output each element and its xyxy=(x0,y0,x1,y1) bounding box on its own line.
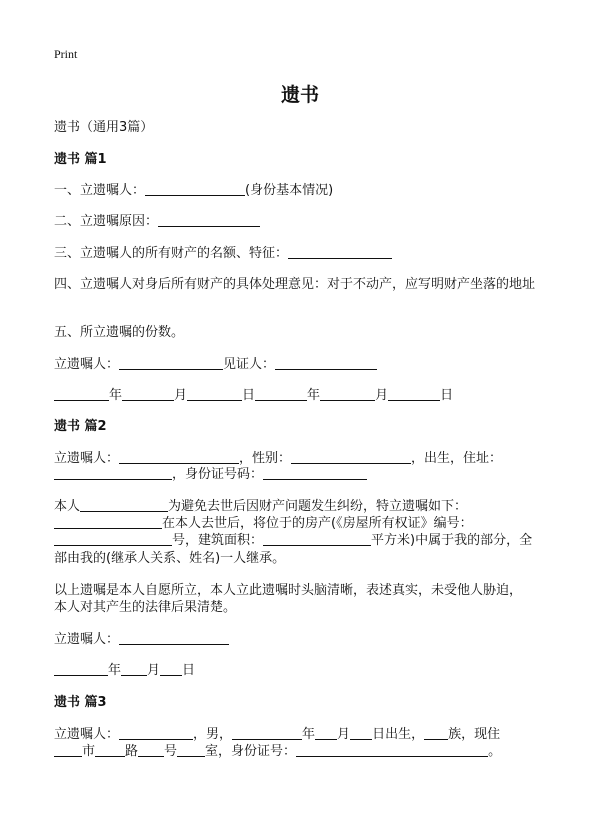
part2-date-line: 年 月 日 xyxy=(54,662,554,680)
part2-line1: 立遗嘱人： ，性别： ，出生，住址： xyxy=(54,451,503,466)
part1-date-line: 年 月 日 年 月 日 xyxy=(54,387,554,405)
part2-para2-line1: 以上遗嘱是本人自愿所立，本人立此遗嘱时头脑清晰，表述真实，未受他人胁迫， xyxy=(54,583,523,598)
part2-para1-line2: 在本人去世后，将位于的房产(《房屋所有权证》编号： xyxy=(54,515,554,533)
part3-line1: 立遗嘱人： ，男， 年 月 日出生， 族，现住 xyxy=(54,727,501,742)
part2-para1-line3: 号，建筑面积： 平方米)中属于我的部分，全 xyxy=(54,532,554,550)
print-label: Print xyxy=(54,47,78,61)
part1-line2: 二、立遗嘱原因： xyxy=(54,213,554,231)
part1-line3: 三、立遗嘱人的所有财产的名额、特征： xyxy=(54,245,554,263)
part2-para1-line4: 部由我的(继承人关系、姓名)一人继承。 xyxy=(54,551,286,566)
part1-line5: 五、所立遗嘱的份数。 xyxy=(54,325,185,340)
part1-line1: 一、立遗嘱人： (身份基本情况) xyxy=(54,183,334,198)
section-heading-1: 遗书 篇1 xyxy=(54,152,107,167)
part2-signature-line: 立遗嘱人： xyxy=(54,631,554,649)
subtitle: 遗书（通用3篇） xyxy=(54,120,154,135)
section-heading-3: 遗书 篇3 xyxy=(54,695,107,710)
part1-signature-line: 立遗嘱人： 见证人： xyxy=(54,356,554,374)
part2-para1-line1: 本人 为避免去世后因财产问题发生纠纷，特立遗嘱如下： xyxy=(54,499,468,514)
part1-line4: 四、立遗嘱人对身后所有财产的具体处理意见：对于不动产，应写明财产坐落的地址 xyxy=(54,277,536,292)
part2-para2-line2: 本人对其产生的法律后果清楚。 xyxy=(54,600,237,615)
page-title: 遗书 xyxy=(280,84,319,106)
section-heading-2: 遗书 篇2 xyxy=(54,419,107,434)
part2-line2: ，身份证号码： xyxy=(54,466,554,484)
part3-line2: 市 路 号 室，身份证号： 。 xyxy=(54,743,554,761)
